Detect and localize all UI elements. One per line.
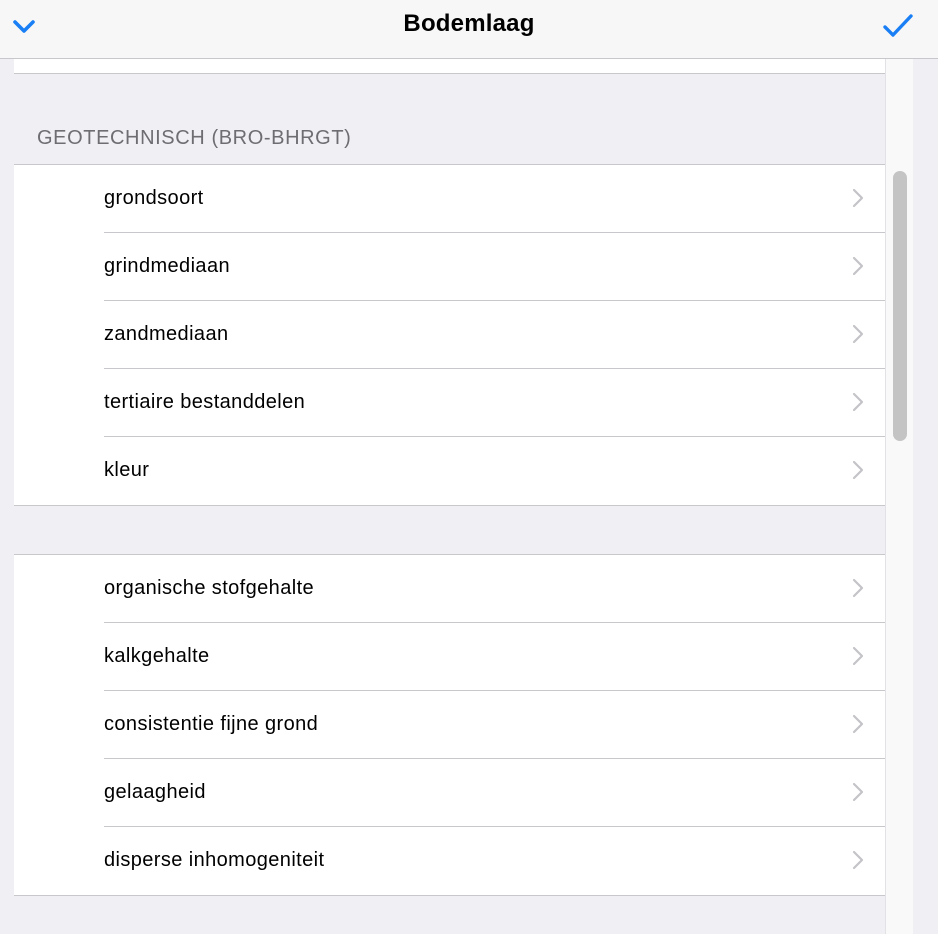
- list-item-consistentie-fijne-grond[interactable]: [14, 691, 885, 759]
- chevron-right-icon: [851, 849, 865, 871]
- list-item-label: organische stofgehalte: [104, 577, 315, 599]
- list-item-label: gelaagheid: [104, 781, 206, 803]
- list-item-label: tertiaire bestanddelen: [104, 391, 306, 413]
- page-title: Bodemlaag: [403, 10, 535, 37]
- list-item-organische-stofgehalte[interactable]: [14, 555, 885, 623]
- chevron-right-icon: [851, 255, 865, 277]
- group-composition: [14, 554, 885, 896]
- chevron-right-icon: [851, 459, 865, 481]
- list-item-gelaagheid[interactable]: [14, 759, 885, 827]
- list-item-label: disperse inhomogeniteit: [104, 849, 325, 871]
- list-item-kleur[interactable]: [14, 437, 885, 505]
- list-item-label: consistentie fijne grond: [104, 713, 319, 735]
- list-item-zandmediaan[interactable]: [14, 301, 885, 369]
- list-item-label: kleur: [104, 459, 150, 481]
- scrollbar[interactable]: [885, 59, 938, 934]
- previous-group-bottom: [14, 59, 885, 74]
- form-content: [14, 59, 885, 934]
- chevron-right-icon: [851, 323, 865, 345]
- chevron-right-icon: [851, 645, 865, 667]
- list-item-label: grondsoort: [104, 187, 204, 209]
- list-item-label: kalkgehalte: [104, 645, 210, 667]
- done-button[interactable]: [882, 10, 914, 42]
- chevron-right-icon: [851, 713, 865, 735]
- list-item-label: grindmediaan: [104, 255, 230, 277]
- list-item-kalkgehalte[interactable]: [14, 623, 885, 691]
- scrollbar-thumb[interactable]: [893, 171, 907, 441]
- list-item-disperse-inhomogeniteit[interactable]: [14, 827, 885, 895]
- group-geotechnical: [14, 164, 885, 506]
- chevron-right-icon: [851, 187, 865, 209]
- list-item-tertiaire-bestanddelen[interactable]: [14, 369, 885, 437]
- checkmark-icon: [882, 10, 914, 42]
- navigation-bar: [0, 0, 938, 59]
- list-item-grondsoort[interactable]: [14, 165, 885, 233]
- chevron-right-icon: [851, 391, 865, 413]
- list-item-label: zandmediaan: [104, 323, 229, 345]
- chevron-right-icon: [851, 781, 865, 803]
- list-item-grindmediaan[interactable]: [14, 233, 885, 301]
- scrollbar-track: [885, 59, 913, 934]
- section-header: GEOTECHNISCH (BRO-BHRGT): [37, 127, 352, 149]
- chevron-right-icon: [851, 577, 865, 599]
